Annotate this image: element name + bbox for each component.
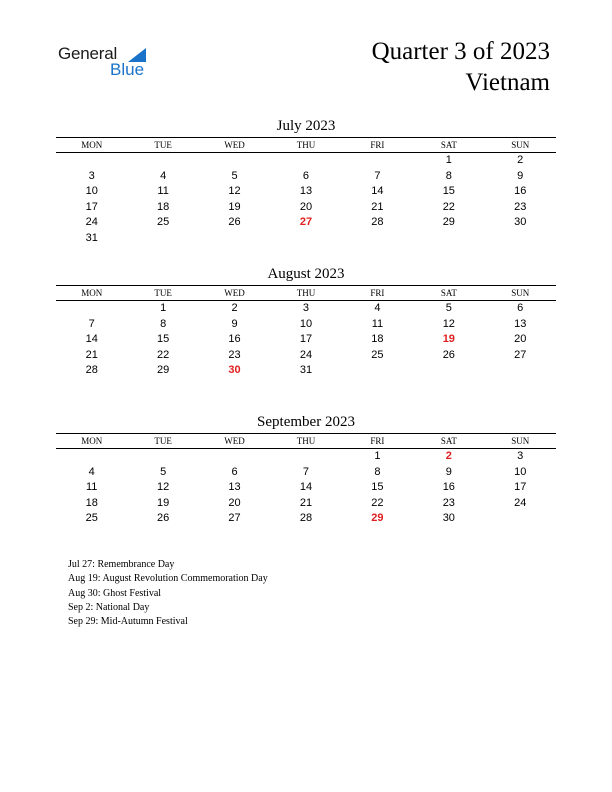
weekday-header <box>56 137 556 153</box>
day-cell: 22 <box>442 200 455 213</box>
week-row <box>56 465 556 481</box>
day-cell: 21 <box>85 348 98 361</box>
day-cell: 28 <box>299 512 313 524</box>
day-cell: 12 <box>442 317 455 330</box>
calendar-july <box>56 116 556 246</box>
day-cell: 25 <box>371 348 384 361</box>
day-cell: 3 <box>517 450 524 462</box>
day-cell: 8 <box>160 317 167 330</box>
empty-day-cell <box>56 153 127 169</box>
logo-blue-text: Blue <box>110 60 145 79</box>
weekday-label: THU <box>296 436 316 446</box>
day-cell: 13 <box>299 185 313 197</box>
day-cell: 5 <box>445 302 452 314</box>
day-cell: 24 <box>85 216 98 228</box>
holiday-note: Sep 2: National Day <box>68 601 150 613</box>
weekday-label: FRI <box>370 140 385 150</box>
day-cell: 20 <box>514 333 527 345</box>
weekday-label: MON <box>81 436 103 446</box>
logo-general-text: General <box>58 44 118 63</box>
page-title <box>372 36 550 98</box>
day-cell: 7 <box>374 169 381 182</box>
day-cell: 5 <box>231 169 238 182</box>
day-cell: 18 <box>157 200 170 213</box>
week-row <box>56 169 556 185</box>
day-cell: 9 <box>445 465 452 478</box>
day-cell: 25 <box>85 512 98 524</box>
calendar-august <box>56 264 556 379</box>
day-cell: 30 <box>442 512 455 524</box>
day-cell: 4 <box>374 302 381 314</box>
empty-day-cell <box>485 511 556 527</box>
empty-day-cell <box>413 231 484 247</box>
day-cell: 19 <box>157 496 170 509</box>
weekday-label: FRI <box>370 288 385 298</box>
day-cell: 4 <box>160 169 167 182</box>
day-cell: 20 <box>228 496 241 509</box>
day-cell: 6 <box>231 465 238 478</box>
day-cell: 31 <box>299 364 313 376</box>
weekday-label: SAT <box>440 288 457 298</box>
week-row <box>56 449 556 465</box>
day-cell: 26 <box>157 512 170 524</box>
day-cell: 3 <box>88 169 95 182</box>
day-cell: 5 <box>160 465 167 478</box>
empty-day-cell <box>199 449 270 465</box>
empty-day-cell <box>56 301 127 317</box>
day-cell: 24 <box>514 496 527 509</box>
day-cell: 28 <box>85 364 98 376</box>
day-cell: 22 <box>371 496 384 509</box>
day-cell: 23 <box>514 200 527 213</box>
weekday-label: TUE <box>154 436 172 446</box>
holiday-note: Sep 29: Mid-Autumn Festival <box>68 616 188 628</box>
month-title: August 2023 <box>267 266 345 282</box>
holiday-day-cell: 19 <box>442 333 455 345</box>
day-cell: 22 <box>157 348 170 361</box>
day-cell: 28 <box>371 216 384 228</box>
holiday-day-cell: 29 <box>371 512 384 524</box>
holiday-note: Aug 19: August Revolution Commemoration Day <box>68 573 268 585</box>
weekday-label: TUE <box>154 288 172 298</box>
day-cell: 17 <box>85 200 98 213</box>
empty-day-cell <box>199 153 270 169</box>
week-row <box>56 480 556 496</box>
week-row <box>56 184 556 200</box>
day-cell: 2 <box>231 302 238 314</box>
empty-day-cell <box>270 231 341 247</box>
day-cell: 1 <box>374 450 381 462</box>
day-cell: 15 <box>442 185 455 197</box>
day-cell: 20 <box>299 200 313 213</box>
week-row <box>56 348 556 364</box>
week-row <box>56 363 556 379</box>
weekday-label: SUN <box>511 140 530 150</box>
day-cell: 29 <box>157 364 170 376</box>
weekday-label: SUN <box>511 288 530 298</box>
week-row <box>56 215 556 231</box>
empty-day-cell <box>270 153 341 169</box>
week-row <box>56 200 556 216</box>
month-title: September 2023 <box>257 414 355 430</box>
empty-day-cell <box>485 363 556 379</box>
day-cell: 12 <box>228 185 241 197</box>
empty-day-cell <box>485 231 556 247</box>
day-cell: 11 <box>86 481 98 493</box>
weekday-label: THU <box>296 288 316 298</box>
week-row <box>56 332 556 348</box>
empty-day-cell <box>342 363 413 379</box>
day-cell: 23 <box>228 348 241 361</box>
day-cell: 26 <box>228 216 241 228</box>
day-cell: 14 <box>299 481 313 493</box>
week-row <box>56 153 556 169</box>
day-cell: 21 <box>299 496 313 509</box>
week-row <box>56 301 556 317</box>
day-cell: 14 <box>371 185 384 197</box>
weekday-label: TUE <box>154 140 172 150</box>
day-cell: 29 <box>442 216 455 228</box>
empty-day-cell <box>56 449 127 465</box>
day-cell: 31 <box>85 231 98 244</box>
empty-day-cell <box>413 363 484 379</box>
day-cell: 1 <box>160 302 167 314</box>
weekday-label: MON <box>81 288 103 298</box>
day-cell: 10 <box>514 465 527 478</box>
day-cell: 15 <box>371 481 384 493</box>
empty-day-cell <box>342 231 413 247</box>
day-cell: 13 <box>228 481 241 493</box>
day-cell: 19 <box>228 200 241 213</box>
day-cell: 30 <box>514 216 527 228</box>
weekday-label: THU <box>296 140 316 150</box>
day-cell: 17 <box>299 333 313 345</box>
day-cell: 14 <box>85 333 98 345</box>
week-row <box>56 317 556 333</box>
holiday-day-cell: 30 <box>228 364 241 376</box>
day-cell: 25 <box>157 216 170 228</box>
weekday-header <box>56 285 556 301</box>
holiday-notes <box>68 558 268 629</box>
weekday-label: WED <box>224 288 245 298</box>
day-cell: 9 <box>231 317 238 330</box>
day-cell: 27 <box>514 348 527 361</box>
weekday-label: WED <box>224 140 245 150</box>
title-country: Vietnam <box>465 69 550 96</box>
day-cell: 15 <box>157 333 170 345</box>
day-cell: 8 <box>445 169 452 182</box>
week-row <box>56 231 556 247</box>
day-cell: 7 <box>88 317 95 330</box>
day-cell: 2 <box>517 154 524 166</box>
day-cell: 7 <box>302 465 310 478</box>
calendar-september <box>56 412 556 527</box>
day-cell: 27 <box>228 512 241 524</box>
empty-day-cell <box>270 449 341 465</box>
day-cell: 23 <box>442 496 455 509</box>
day-cell: 26 <box>442 348 455 361</box>
weekday-label: WED <box>224 436 245 446</box>
empty-day-cell <box>127 231 198 247</box>
day-cell: 10 <box>299 317 313 330</box>
weekday-label: SAT <box>440 140 457 150</box>
empty-day-cell <box>127 449 198 465</box>
day-cell: 18 <box>85 496 98 509</box>
day-cell: 21 <box>371 200 384 213</box>
empty-day-cell <box>199 231 270 247</box>
week-row <box>56 496 556 512</box>
day-cell: 12 <box>157 481 170 493</box>
day-cell: 16 <box>514 185 527 197</box>
holiday-day-cell: 27 <box>299 216 313 228</box>
day-cell: 16 <box>228 333 241 345</box>
generalblue-logo <box>58 44 158 84</box>
empty-day-cell <box>342 153 413 169</box>
holiday-note: Jul 27: Remembrance Day <box>68 559 175 570</box>
day-cell: 24 <box>299 348 313 361</box>
title-quarter: Quarter 3 of 2023 <box>371 38 550 65</box>
week-row <box>56 511 556 527</box>
day-cell: 13 <box>514 317 527 330</box>
day-cell: 17 <box>514 481 527 493</box>
day-cell: 10 <box>85 185 98 197</box>
empty-day-cell <box>127 153 198 169</box>
weekday-label: MON <box>81 140 103 150</box>
day-cell: 8 <box>374 465 381 478</box>
weekday-label: SAT <box>440 436 457 446</box>
day-cell: 16 <box>442 481 455 493</box>
holiday-note: Aug 30: Ghost Festival <box>68 587 162 599</box>
day-cell: 9 <box>517 169 524 182</box>
day-cell: 6 <box>302 169 310 182</box>
day-cell: 11 <box>371 317 384 330</box>
month-title: July 2023 <box>276 118 336 134</box>
day-cell: 18 <box>371 333 384 345</box>
day-cell: 4 <box>88 465 95 478</box>
day-cell: 3 <box>302 302 310 314</box>
day-cell: 11 <box>157 185 169 197</box>
weekday-label: FRI <box>370 436 385 446</box>
holiday-day-cell: 2 <box>445 450 452 462</box>
day-cell: 1 <box>445 154 452 166</box>
weekday-label: SUN <box>511 436 530 446</box>
weekday-header <box>56 433 556 449</box>
day-cell: 6 <box>517 302 524 314</box>
